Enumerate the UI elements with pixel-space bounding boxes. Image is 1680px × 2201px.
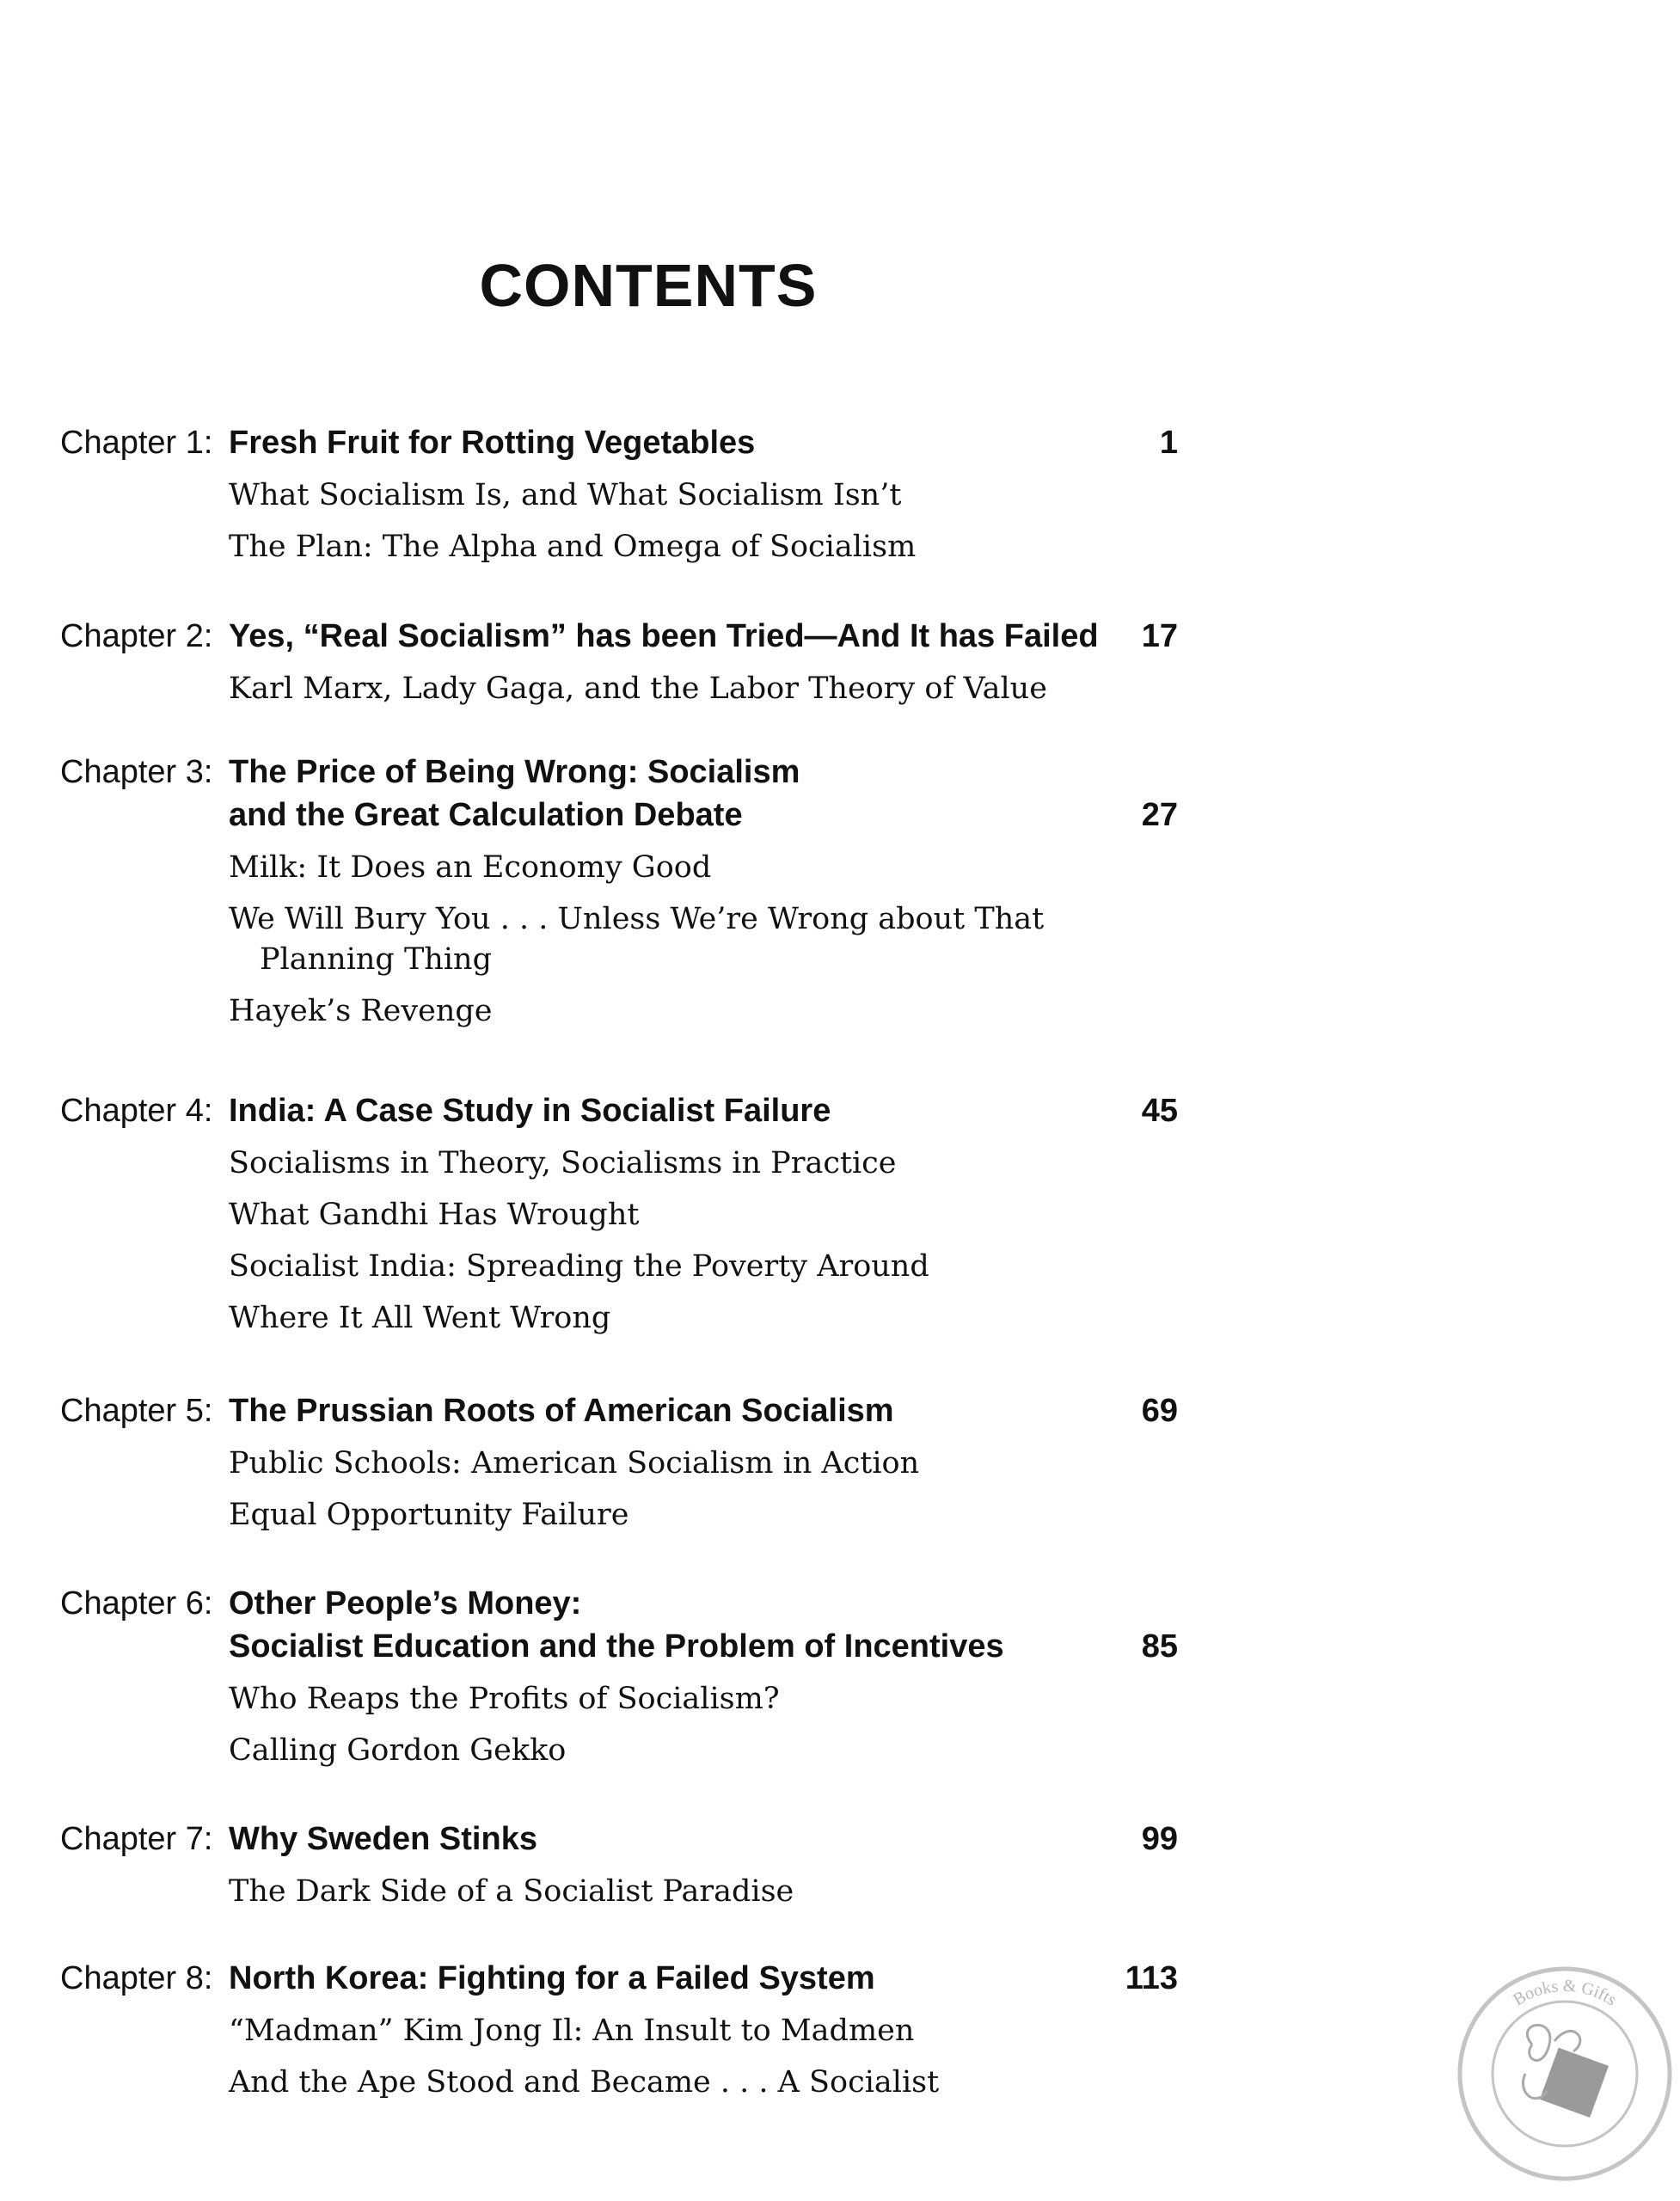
subsection-title: Planning Thing bbox=[260, 942, 492, 977]
chapter-title: Socialist Education and the Problem of Incentives bbox=[229, 1628, 1004, 1665]
watermark-text: Books & Gifts bbox=[1510, 1976, 1621, 2010]
subsection-title: “Madman” Kim Jong Il: An Insult to Madmen bbox=[229, 2014, 915, 2048]
chapter-page-number: 27 bbox=[1141, 797, 1178, 833]
subsection-title: Where It All Went Wrong bbox=[229, 1301, 611, 1335]
subsection-title: Socialisms in Theory, Socialisms in Practice bbox=[229, 1146, 897, 1180]
chapter-label: Chapter 8: bbox=[60, 1960, 213, 1996]
chapter-label: Chapter 2: bbox=[60, 618, 213, 654]
chapter-label: Chapter 3: bbox=[60, 754, 213, 790]
svg-text:Books & Gifts bbox=[1510, 1977, 1620, 2010]
subsection-title: What Socialism Is, and What Socialism Isn’t bbox=[229, 478, 902, 512]
chapter-page-number: 69 bbox=[1141, 1393, 1178, 1429]
chapter-title: Other People’s Money: bbox=[229, 1585, 582, 1622]
chapter-title: North Korea: Fighting for a Failed System bbox=[229, 1960, 875, 1996]
chapter-page-number: 113 bbox=[1125, 1960, 1178, 1996]
chapter-title: Fresh Fruit for Rotting Vegetables bbox=[229, 425, 756, 461]
chapter-page-number: 85 bbox=[1141, 1628, 1178, 1665]
subsection-title: Public Schools: American Socialism in Action bbox=[229, 1446, 920, 1481]
chapter-title: The Prussian Roots of American Socialism bbox=[229, 1393, 894, 1429]
chapter-label: Chapter 1: bbox=[60, 425, 213, 461]
subsection-title: Karl Marx, Lady Gaga, and the Labor Theory of Value bbox=[229, 671, 1047, 706]
page-title: CONTENTS bbox=[479, 252, 818, 319]
subsection-title: Milk: It Does an Economy Good bbox=[229, 850, 712, 885]
chapter-label: Chapter 6: bbox=[60, 1585, 213, 1622]
chapter-label: Chapter 7: bbox=[60, 1821, 213, 1857]
chapter-title: India: A Case Study in Socialist Failure bbox=[229, 1093, 831, 1129]
chapter-page-number: 45 bbox=[1141, 1093, 1178, 1129]
subsection-title: Hayek’s Revenge bbox=[229, 994, 493, 1028]
subsection-title: What Gandhi Has Wrought bbox=[229, 1198, 640, 1232]
subsection-title: The Plan: The Alpha and Omega of Socialism bbox=[229, 530, 917, 564]
subsection-title: Socialist India: Spreading the Poverty Around bbox=[229, 1249, 929, 1284]
chapter-title: The Price of Being Wrong: Socialism bbox=[229, 754, 800, 790]
subsection-title: We Will Bury You . . . Unless We’re Wrong about That bbox=[229, 902, 1045, 936]
subsection-title: Who Reaps the Profits of Socialism? bbox=[229, 1682, 780, 1716]
chapter-page-number: 1 bbox=[1159, 425, 1178, 461]
chapter-label: Chapter 4: bbox=[60, 1093, 213, 1129]
gift-bag-icon bbox=[1523, 2025, 1609, 2118]
chapter-title: Why Sweden Stinks bbox=[229, 1821, 537, 1857]
chapter-title: Yes, “Real Socialism” has been Tried—And It has Failed bbox=[229, 618, 1099, 654]
chapter-title: and the Great Calculation Debate bbox=[229, 797, 743, 833]
chapter-page-number: 99 bbox=[1141, 1821, 1178, 1857]
watermark-stamp bbox=[1453, 1962, 1677, 2186]
subsection-title: The Dark Side of a Socialist Paradise bbox=[229, 1874, 794, 1909]
chapter-label: Chapter 5: bbox=[60, 1393, 213, 1429]
chapter-page-number: 17 bbox=[1141, 618, 1178, 654]
subsection-title: And the Ape Stood and Became . . . A Socialist bbox=[229, 2065, 940, 2100]
subsection-title: Calling Gordon Gekko bbox=[229, 1733, 567, 1768]
subsection-title: Equal Opportunity Failure bbox=[229, 1498, 629, 1532]
